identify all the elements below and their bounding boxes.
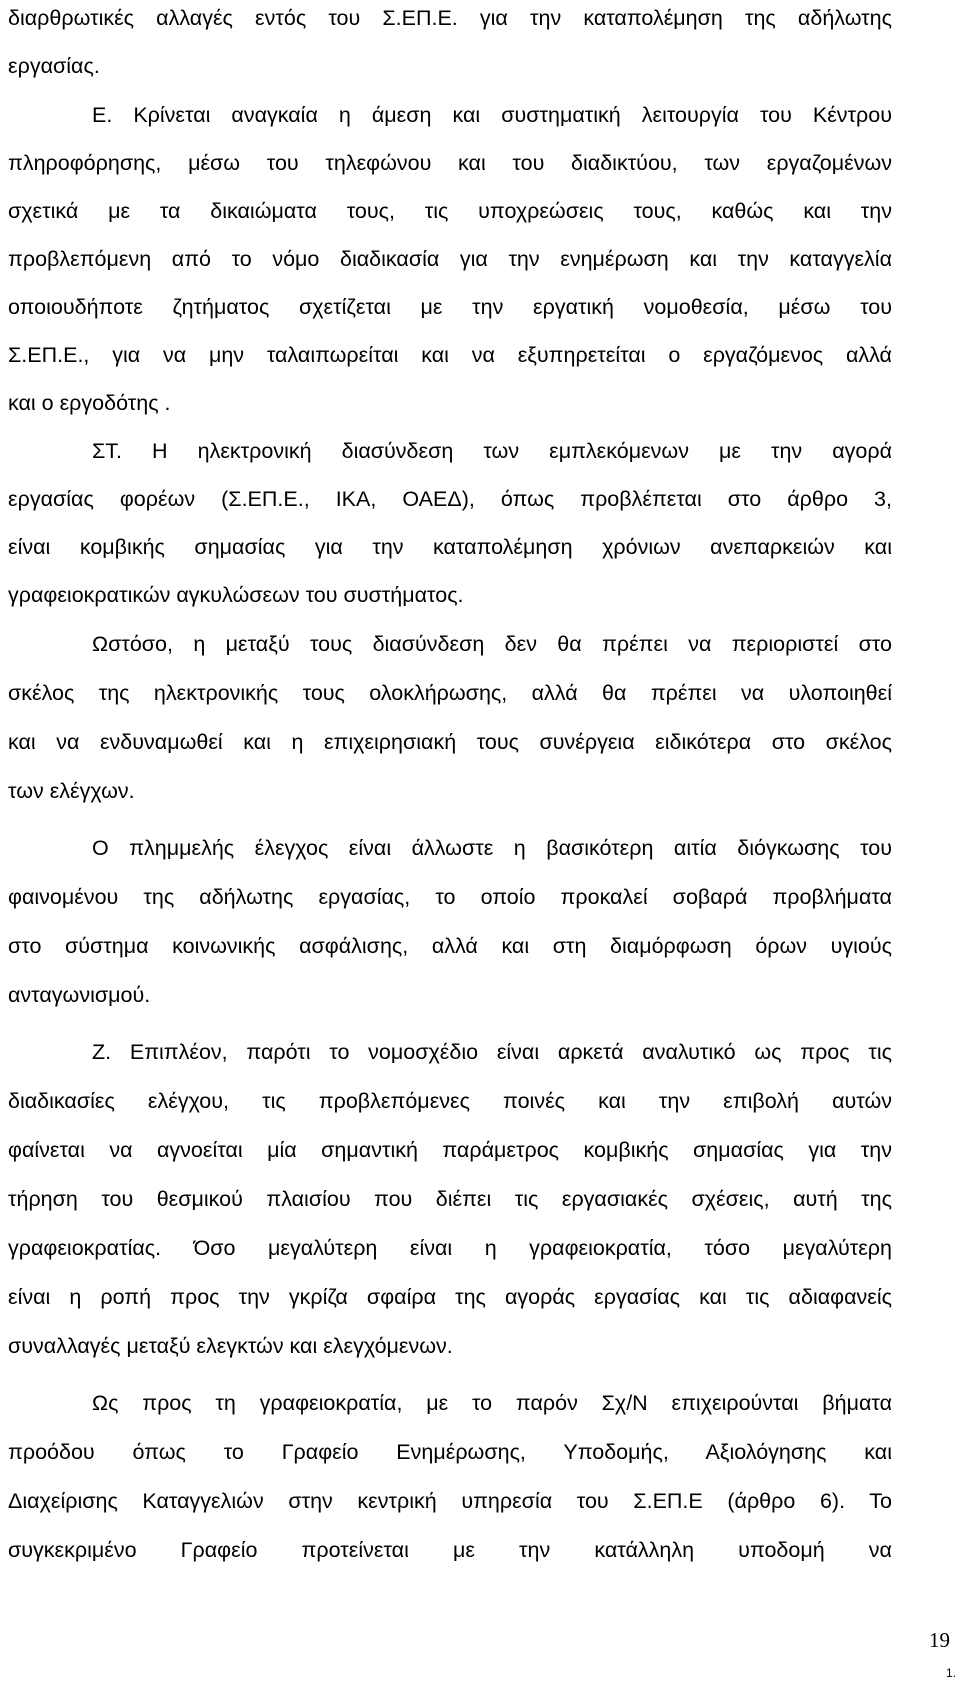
side-mark: 1. <box>945 1666 956 1680</box>
text-line: Διαχείρισης Καταγγελιών στην κεντρική υπηρεσία του Σ.ΕΠ.Ε (άρθρο 6). Το <box>8 1489 892 1513</box>
text-line: ανταγωνισμού. <box>8 983 151 1007</box>
text-line: προόδου όπως το Γραφείο Ενημέρωσης, Υποδομής, Αξιολόγησης και <box>8 1440 892 1464</box>
text-line: και ο εργοδότης . <box>8 391 171 415</box>
text-line: είναι κομβικής σημασίας για την καταπολέμηση χρόνιων ανεπαρκειών και <box>8 535 892 559</box>
text-line: είναι η ροπή προς την γκρίζα σφαίρα της αγοράς εργασίας και τις αδιαφανείς <box>8 1285 892 1309</box>
text-line: στο σύστημα κοινωνικής ασφάλισης, αλλά και στη διαμόρφωση όρων υγιούς <box>8 934 892 958</box>
text-line: πληροφόρησης, μέσω του τηλεφώνου και του διαδικτύου, των εργαζομένων <box>8 151 892 175</box>
text-line: διαδικασίες ελέγχου, τις προβλεπόμενες ποινές και την επιβολή αυτών <box>8 1089 892 1113</box>
text-line: γραφειοκρατίας. Όσο μεγαλύτερη είναι η γραφειοκρατία, τόσο μεγαλύτερη <box>8 1236 892 1260</box>
text-line: των ελέγχων. <box>8 779 135 803</box>
text-line: εργασίας φορέων (Σ.ΕΠ.Ε., ΙΚΑ, ΟΑΕΔ), όπως προβλέπεται στο άρθρο 3, <box>8 487 892 511</box>
paragraph-start: Ως προς τη γραφειοκρατία, με το παρόν Σχ/Ν επιχειρούνται βήματα <box>92 1391 892 1415</box>
paragraph-start: Ωστόσο, η μεταξύ τους διασύνδεση δεν θα πρέπει να περιοριστεί στο <box>92 632 892 656</box>
text-line: και να ενδυναμωθεί και η επιχειρησιακή τους συνέργεια ειδικότερα στο σκέλος <box>8 730 892 754</box>
text-line: τήρηση του θεσμικού πλαισίου που διέπει τις εργασιακές σχέσεις, αυτή της <box>8 1187 892 1211</box>
text-line: εργασίας. <box>8 54 100 78</box>
text-line: φαινομένου της αδήλωτης εργασίας, το οποίο προκαλεί σοβαρά προβλήματα <box>8 885 892 909</box>
text-line: Σ.ΕΠ.Ε., για να μην ταλαιπωρείται και να εξυπηρετείται ο εργαζόμενος αλλά <box>8 343 892 367</box>
text-line: συναλλαγές μεταξύ ελεγκτών και ελεγχόμενων. <box>8 1334 453 1358</box>
text-line: γραφειοκρατικών αγκυλώσεων του συστήματος. <box>8 583 464 607</box>
paragraph-z-start: Ζ. Επιπλέον, παρότι το νομοσχέδιο είναι αρκετά αναλυτικό ως προς τις <box>92 1040 892 1064</box>
text-line: συγκεκριμένο Γραφείο προτείνεται με την κατάλληλη υποδομή να <box>8 1538 892 1562</box>
paragraph-start: Ο πλημμελής έλεγχος είναι άλλωστε η βασικότερη αιτία διόγκωσης του <box>92 836 892 860</box>
text-line: σχετικά με τα δικαιώματα τους, τις υποχρεώσεις τους, καθώς και την <box>8 199 892 223</box>
text-line: φαίνεται να αγνοείται μία σημαντική παράμετρος κομβικής σημασίας για την <box>8 1138 892 1162</box>
text-line: διαρθρωτικές αλλαγές εντός του Σ.ΕΠ.Ε. για την καταπολέμηση της αδήλωτης <box>8 6 892 30</box>
text-line: σκέλος της ηλεκτρονικής τους ολοκλήρωσης, αλλά θα πρέπει να υλοποιηθεί <box>8 681 892 705</box>
paragraph-e-start: Ε. Κρίνεται αναγκαία η άμεση και συστηματική λειτουργία του Κέντρου <box>92 103 892 127</box>
text-line: προβλεπόμενη από το νόμο διαδικασία για την ενημέρωση και την καταγγελία <box>8 247 892 271</box>
text-line: οποιουδήποτε ζητήματος σχετίζεται με την εργατική νομοθεσία, μέσω του <box>8 295 892 319</box>
page-number: 19 <box>929 1628 950 1652</box>
paragraph-st-start: ΣΤ. Η ηλεκτρονική διασύνδεση των εμπλεκόμενων με την αγορά <box>92 439 892 463</box>
